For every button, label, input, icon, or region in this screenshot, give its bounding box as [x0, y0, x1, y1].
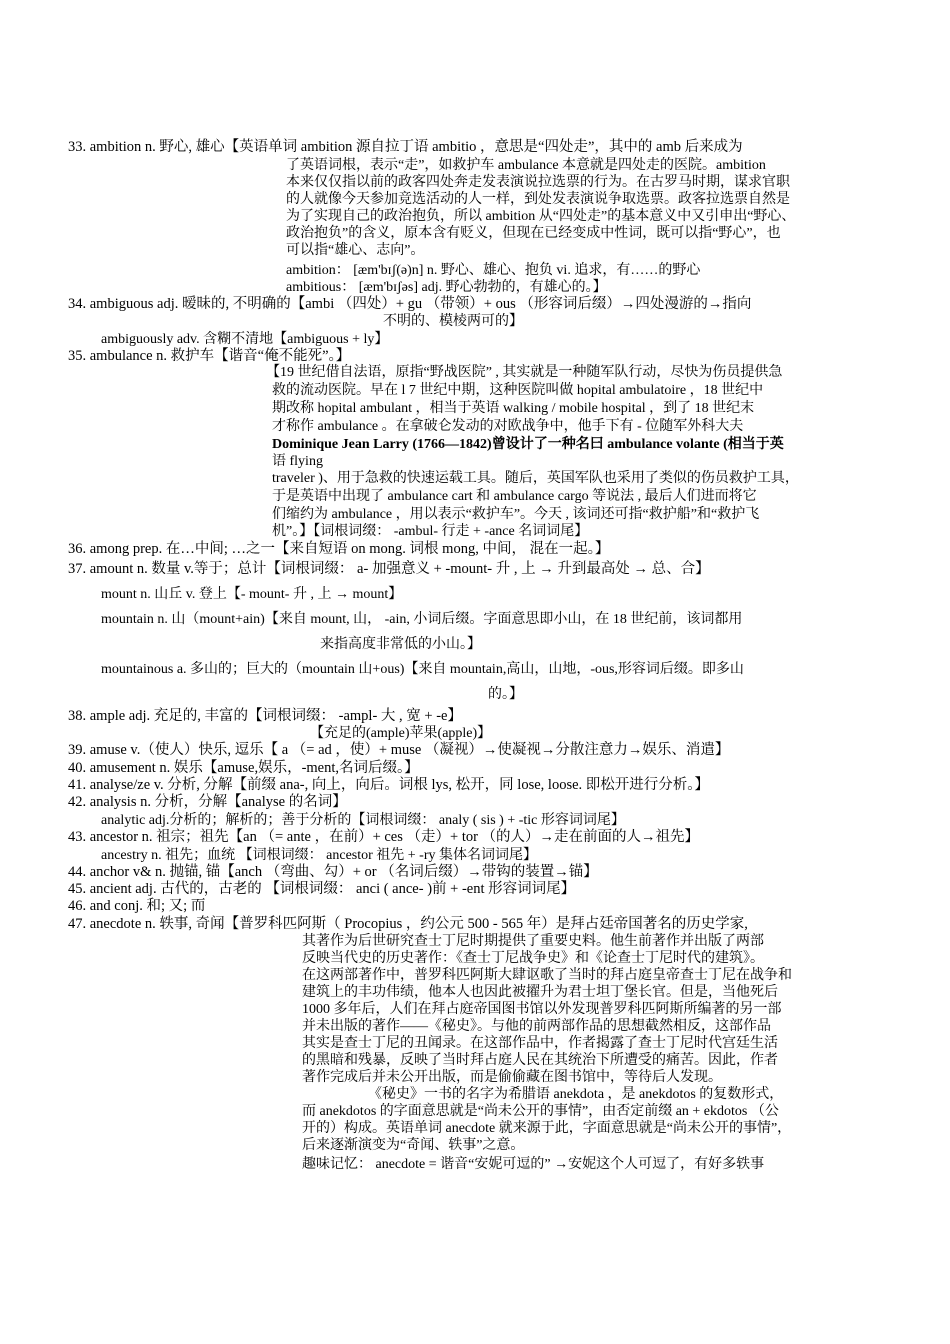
entry-41-analyse: 41. analyse/ze v. 分析, 分解【前缀 ana-, 向上，向后。词根 lys, 松开，同 lose, loose. 即松开进行分析。】 [68, 777, 710, 793]
entry-47-text: 《秘史》一书的名字为希腊语 anekdota ，是 anekdotos 的复数形式， [368, 1087, 784, 1102]
entry-35-text: Dominique Jean Larry (1766—1842)曾设计了一种名曰 ambulance volante (相当于英 [272, 437, 784, 452]
entry-42-analytic: analytic adj.分析的；解析的；善于分析的【词根词缀： analy ( sis ) + -tic 形容词词尾】 [101, 813, 625, 828]
entry-47-text: 并未出版的著作——《秘史》。与他的前两部作品的思想截然相反，这部作品 [302, 1019, 771, 1034]
entry-42-analysis: 42. analysis n. 分析，分解【analyse 的名词】 [68, 794, 347, 810]
entry-34-text: 不明的、模棱两可的】 [383, 314, 523, 329]
entry-34-ambiguous: 34. ambiguous adj. 暧昧的, 不明确的【ambi （四处）+ gu （带领）+ ous （形容词后缀）→四处漫游的→指向 [68, 296, 752, 312]
entry-33-ambitious-def: ambitious： [æm'bɪʃəs] adj. 野心勃勃的，有雄心的。】 [286, 280, 607, 295]
entry-36-among: 36. among prep. 在…中间; …之一【来自短语 on mong. 词根 mong, 中间， 混在一起。】 [68, 541, 610, 557]
entry-34-ambiguously: ambiguously adv. 含糊不清地【ambiguous + ly】 [101, 332, 389, 347]
entry-35-text: 于是英语中出现了 ambulance cart 和 ambulance cargo 等说法 , 最后人们进而将它 [272, 489, 757, 504]
entry-35-text: 才称作 ambulance 。在拿破仑发动的对欧战争中，他手下有 - 位随军外科大夫 [272, 419, 744, 434]
entry-38-mnemonic: 【充足的(ample)苹果(apple)】 [310, 726, 492, 741]
entry-33-text: 政治抱负”的含义，原本含有贬义，但现在已经变成中性词，既可以指“野心”，也 [286, 226, 781, 241]
entry-35-text: 语 flying [272, 454, 323, 469]
entry-47-text: 在这两部著作中，普罗科匹阿斯大肆讴歌了当时的拜占庭皇帝查士丁尼在战争和 [302, 968, 792, 983]
entry-43-ancestry: ancestry n. 祖先；血统 【词根词缀： ancestor 祖先 + -ry 集体名词词尾】 [101, 848, 538, 863]
entry-43-ancestor: 43. ancestor n. 祖宗；祖先【an （= ante ，在前）+ ces （走）+ tor （的人）→走在前面的人→祖先】 [68, 829, 700, 845]
entry-37-mountainous: mountainous a. 多山的；巨大的（mountain 山+ous)【来自 mountain,高山，山地，-ous,形容词后缀。即多山 [101, 662, 744, 677]
entry-33-text: 本来仅仅指以前的政客四处奔走发表演说拉选票的行为。在古罗马时期，谋求官职 [286, 175, 790, 190]
entry-37-mountain-cont: 来指高度非常低的小山。】 [320, 637, 481, 652]
entry-35-text: 们缩约为 ambulance ，用以表示“救护车”。今天 , 该词还可指“救护船”和“救护飞 [272, 507, 760, 522]
entry-33-ambition-def: ambition： [æm'bɪʃ(ə)n] n. 野心、雄心、抱负 vi. 追求，有……的野心 [286, 263, 701, 278]
entry-33-text: 的人就像今天参加竞选活动的人一样，到处发表演说争取选票。政客拉选票自然是 [286, 192, 790, 207]
entry-39-amuse: 39. amuse v.（使人）快乐, 逗乐【 a （= ad ，使）+ muse （凝视）→使凝视→分散注意力→娱乐、消遣】 [68, 742, 730, 758]
entry-47-text: 的黑暗和残暴，反映了当时拜占庭人民在其统治下所遭受的痛苦。因此，作者 [302, 1053, 778, 1068]
entry-46-and: 46. and conj. 和; 又; 而 [68, 898, 206, 914]
entry-33-text: 了英语词根，表示“走”，如救护车 ambulance 本意就是四处走的医院。ambition [286, 158, 766, 173]
entry-44-anchor: 44. anchor v& n. 抛锚, 锚【anch （弯曲、勾）+ or （名词后缀）→带钩的装置→锚】 [68, 864, 598, 880]
entry-47-text: 1000 多年后，人们在拜占庭帝国图书馆以外发现普罗科匹阿斯所编著的另一部 [302, 1002, 782, 1017]
entry-47-text: 后来逐渐演变为“奇闻、轶事”之意。 [302, 1138, 525, 1153]
entry-47-text: 著作完成后并未公开出版，而是偷偷藏在图书馆中，等待后人发现。 [302, 1070, 722, 1085]
entry-35-text: 救的流动医院。早在 l 7 世纪中期，这种医院叫做 hopital ambulatoire ，18 世纪中 [272, 383, 764, 398]
entry-35-ambulance: 35. ambulance n. 救护车【谐音“俺不能死”。】 [68, 348, 351, 364]
entry-35-text: 【19 世纪借自法语，原指“野战医院” , 其实就是一种随军队行动，尽快为伤员提供急 [266, 365, 783, 380]
entry-37-mount: mount n. 山丘 v. 登上【- mount- 升 , 上 → mount】 [101, 587, 403, 602]
entry-37-amount: 37. amount n. 数量 v.等于；总计【词根词缀： a- 加强意义 + -mount- 升 , 上 → 升到最高处 → 总、合】 [68, 561, 710, 577]
entry-47-mnemonic: 趣味记忆： anecdote = 谐音“安妮可逗的” →安妮这个人可逗了，有好多轶事 [302, 1157, 765, 1172]
entry-47-text: 建筑上的丰功伟绩，他本人也因此被擢升为君士坦丁堡长官。但是，当他死后 [302, 985, 778, 1000]
entry-45-ancient: 45. ancient adj. 古代的，古老的 【词根词缀： anci ( ance- )前 + -ent 形容词词尾】 [68, 881, 576, 897]
entry-35-text: 期改称 hopital ambulant ，相当于英语 walking / mobile hospital ，到了 18 世纪末 [272, 401, 755, 416]
entry-35-text: traveler )、用于急救的快速运载工具。随后，英国军队也采用了类似的伤员救护工具， [272, 471, 799, 486]
entry-37-mountain: mountain n. 山（mount+ain)【来自 mount, 山， -ain, 小词后缀。字面意思即小山，在 18 世纪前，该词都用 [101, 612, 743, 627]
entry-40-amusement: 40. amusement n. 娱乐【amuse,娱乐，-ment,名词后缀。】 [68, 760, 419, 776]
entry-47-text: 其实是查士丁尼的丑闻录。在这部作品中，作者揭露了查士丁尼时代宫廷生活 [302, 1036, 778, 1051]
entry-47-text: 开的）构成。英语单词 anecdote 就来源于此，字面意思就是“尚未公开的事情”， [302, 1121, 792, 1136]
entry-47-text: 其著作为后世研究查士丁尼时期提供了重要史料。他生前著作并出版了两部 [302, 934, 764, 949]
entry-33-text: 为了实现自己的政治抱负，所以 ambition 从“四处走”的基本意义中又引申出“野心、 [286, 209, 796, 224]
entry-37-mountainous-cont: 的。】 [488, 687, 523, 702]
entry-47-anecdote: 47. anecdote n. 轶事, 奇闻【普罗科匹阿斯（ Procopius ，约公元 500 - 565 年）是拜占廷帝国著名的历史学家, [68, 916, 748, 932]
entry-33-text: 可以指“雄心、志向”。 [286, 243, 425, 258]
entry-33-ambition: 33. ambition n. 野心, 雄心【英语单词 ambition 源自拉丁语 ambitio ，意思是“四处走”，其中的 amb 后来成为 [68, 139, 743, 155]
entry-35-roots: 机”。】【词根词缀： -ambul- 行走 + -ance 名词词尾】 [272, 524, 589, 539]
entry-47-text: 而 anekdotos 的字面意思就是“尚未公开的事情”，由否定前缀 an + ekdotos （公 [302, 1104, 779, 1119]
entry-47-text: 反映当代史的历史著作：《查士丁尼战争史》和《论查士丁尼时代的建筑》。 [302, 951, 764, 966]
entry-38-ample: 38. ample adj. 充足的, 丰富的【词根词缀： -ampl- 大 , 宽 + -e】 [68, 708, 462, 724]
